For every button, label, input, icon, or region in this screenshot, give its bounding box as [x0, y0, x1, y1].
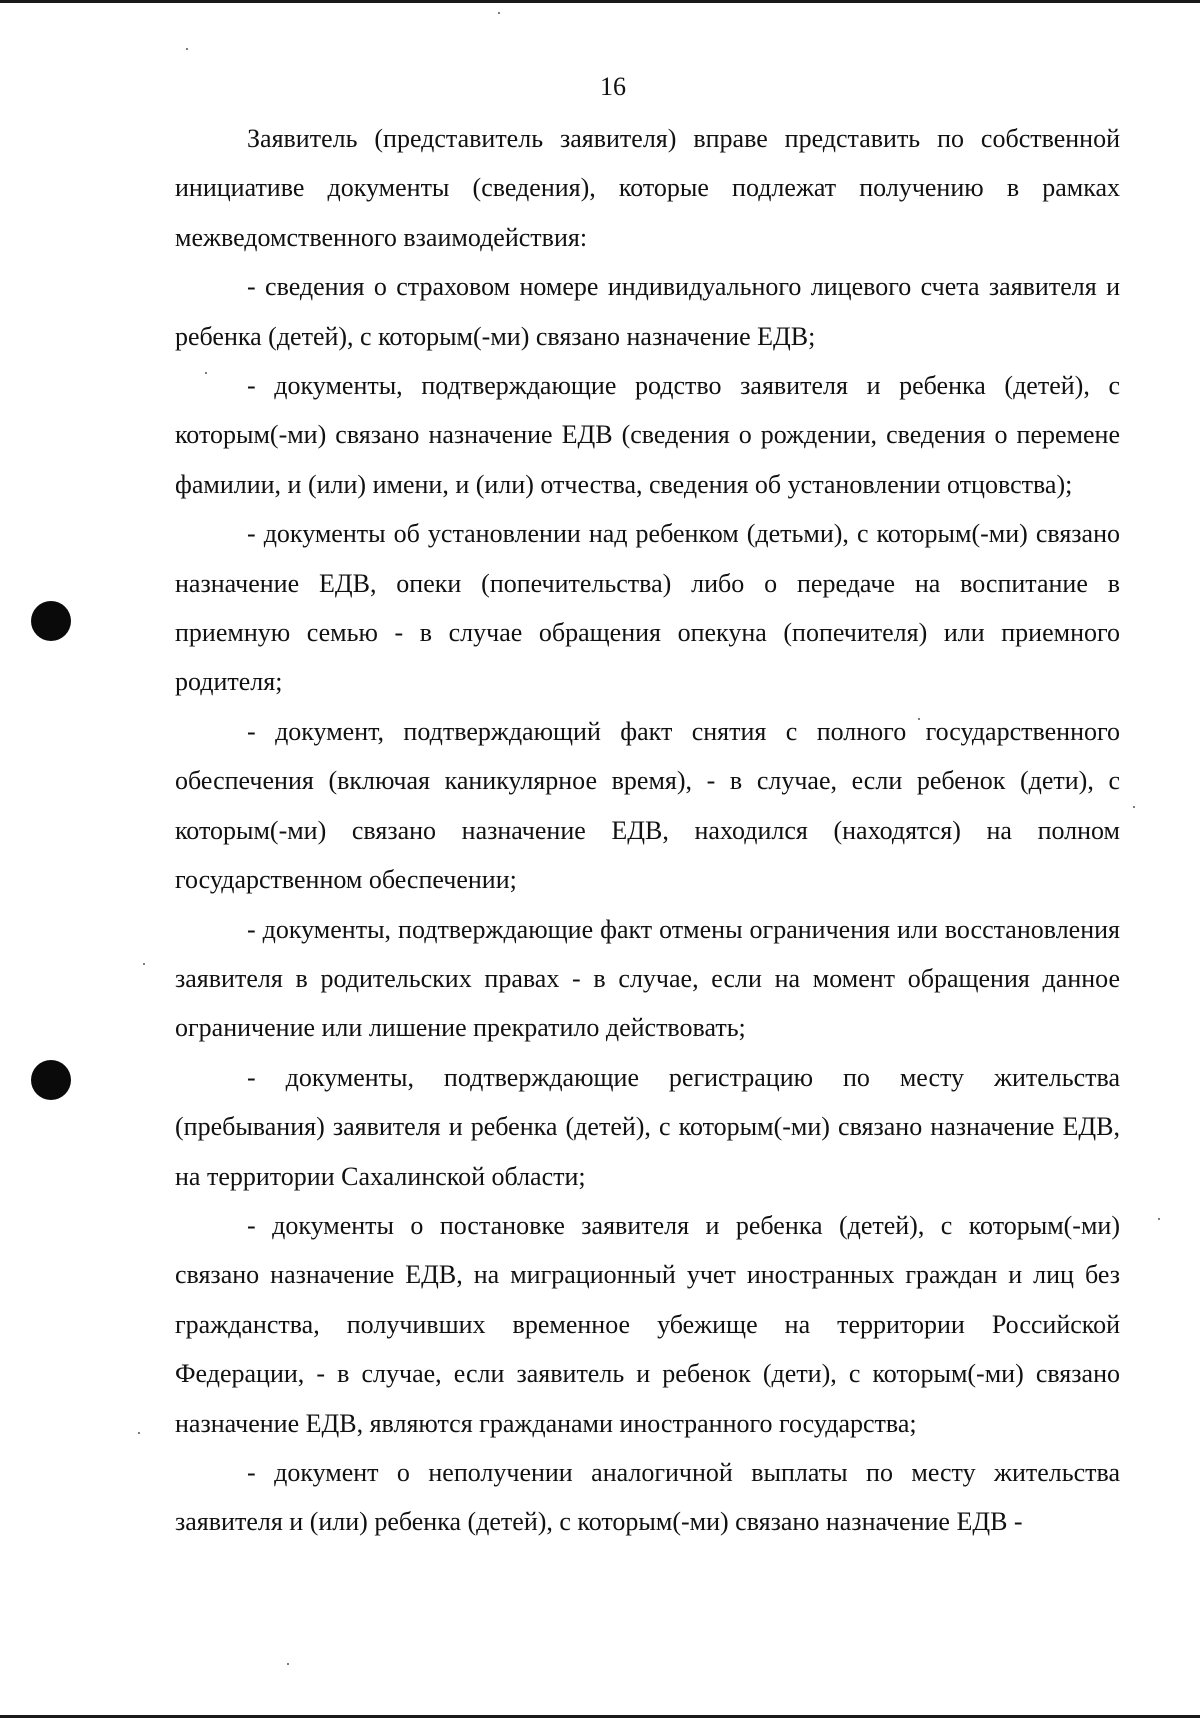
paragraph-migration-registration: - документы о постановке заявителя и ребенка (детей), с которым(-ми) связано назначение ЕДВ, на миграционный учет иностранных граждан и лиц без гражданства, получивших временное убежище на территории Российской Федерации, - в случае, если заявитель и ребенок (дети), с которым(-ми) связано назначение ЕДВ, являются гражданами иностранного государства;	[175, 1210, 1120, 1438]
paragraph-parental-rights: - документы, подтверждающие факт отмены ограничения или восстановления заявителя в родительских правах - в случае, если на момент обращения данное ограничение или лишение прекратило действовать;	[175, 914, 1120, 1043]
paragraph-kinship-documents: - документы, подтверждающие родство заявителя и ребенка (детей), с которым(-ми) связано назначение ЕДВ (сведения о рождении, сведения о перемене фамилии, и (или) имени, и (или) отчества, сведения об установлении отцовства);	[175, 371, 1120, 499]
paragraph-guardianship-documents: - документы об установлении над ребенком (детьми), с которым(-ми) связано назначение ЕДВ, опеки (попечительства) либо о передаче на воспитание в приемную семью - в случае обращения опекуна (попечителя) или приемного родителя;	[175, 519, 1120, 697]
scan-speck	[1133, 806, 1135, 808]
page-number-text: 16	[600, 72, 626, 101]
scan-speck	[287, 1663, 289, 1665]
scan-speck	[143, 963, 145, 965]
paragraph-non-receipt: - документ о неполучении аналогичной выплаты по месту жительства заявителя и (или) ребенка (детей), с которым(-ми) связано назначение ЕДВ -	[175, 1457, 1120, 1537]
document-body	[175, 114, 1120, 1547]
scan-speck	[498, 12, 500, 14]
paragraph-snils: - сведения о страховом номере индивидуального лицевого счета заявителя и ребенка (детей), с которым(-ми) связано назначение ЕДВ;	[175, 272, 1120, 351]
punch-hole-upper	[31, 601, 71, 641]
scan-speck	[186, 48, 188, 50]
paragraph-intro: Заявитель (представитель заявителя) вправе представить по собственной инициативе документы (сведения), которые подлежат получению в рамках межведомственного взаимодействия:	[175, 124, 1120, 252]
page-number	[0, 72, 1200, 102]
punch-hole-lower	[31, 1060, 71, 1100]
scan-speck	[138, 1432, 140, 1434]
paragraph-state-support-removal: - документ, подтверждающий факт снятия с полного государственного обеспечения (включая каникулярное время), - в случае, если ребенок (дети), с которым(-ми) связано назначение ЕДВ, находился (находятся) на полном государственном обеспечении;	[175, 716, 1120, 895]
paragraph-registration: - документы, подтверждающие регистрацию по месту жительства (пребывания) заявителя и ребенка (детей), с которым(-ми) связано назначение ЕДВ, на территории Сахалинской области;	[175, 1062, 1120, 1191]
scan-speck	[1158, 1218, 1160, 1220]
scan-top-edge	[0, 0, 1200, 3]
